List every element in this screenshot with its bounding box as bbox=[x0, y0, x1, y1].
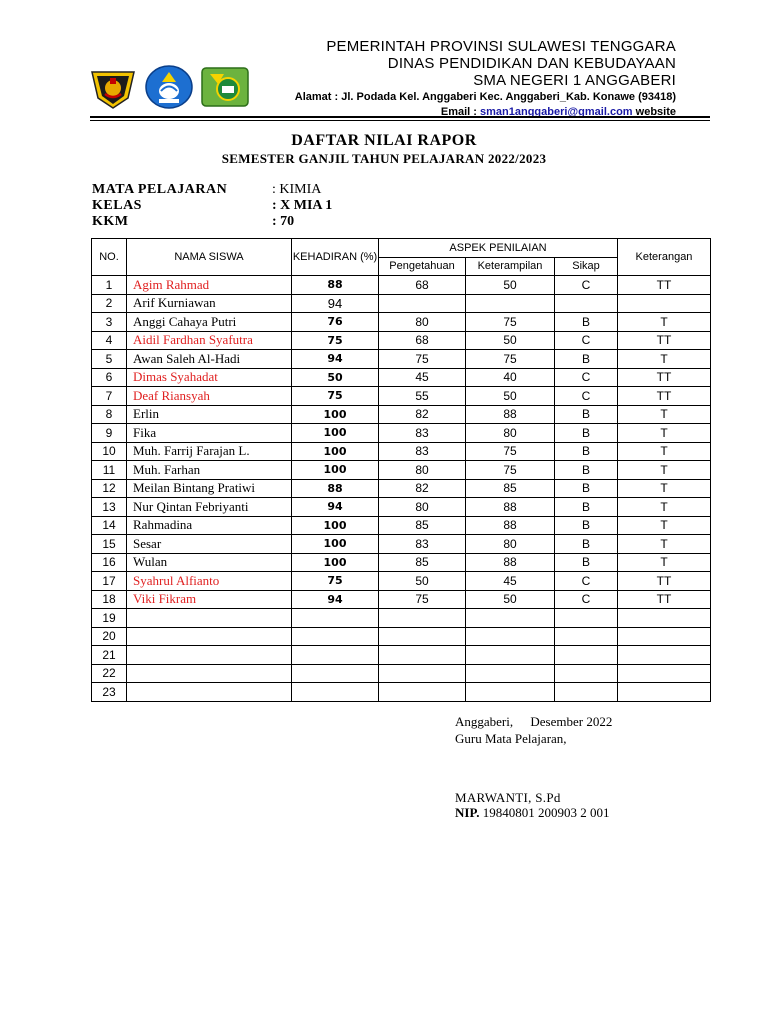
student-name: Fika bbox=[127, 424, 292, 443]
attendance-value: 76 bbox=[292, 313, 379, 332]
attitude-grade bbox=[555, 683, 618, 702]
attitude-grade: B bbox=[555, 350, 618, 369]
skills-score: 50 bbox=[466, 331, 555, 350]
provincial-emblem-icon bbox=[88, 64, 138, 110]
skills-score: 88 bbox=[466, 405, 555, 424]
remark-value: T bbox=[618, 553, 711, 572]
skills-score: 75 bbox=[466, 350, 555, 369]
attendance-value: 100 bbox=[292, 535, 379, 554]
letterhead-divider-thin bbox=[90, 120, 710, 121]
skills-score bbox=[466, 646, 555, 665]
remark-value: TT bbox=[618, 331, 711, 350]
skills-score: 40 bbox=[466, 368, 555, 387]
remark-value: TT bbox=[618, 590, 711, 609]
table-row bbox=[92, 498, 711, 517]
school-emblem-icon bbox=[200, 64, 250, 110]
knowledge-score bbox=[379, 683, 466, 702]
remark-value: T bbox=[618, 405, 711, 424]
table-row bbox=[92, 331, 711, 350]
tut-wuri-handayani-icon bbox=[144, 64, 194, 110]
student-name: Erlin bbox=[127, 405, 292, 424]
table-row bbox=[92, 350, 711, 369]
table-row bbox=[92, 294, 711, 313]
table-row bbox=[92, 572, 711, 591]
remark-value: T bbox=[618, 516, 711, 535]
subject-value: : KIMIA bbox=[272, 182, 322, 197]
attendance-value: 100 bbox=[292, 405, 379, 424]
attendance-value: 50 bbox=[292, 368, 379, 387]
knowledge-score: 75 bbox=[379, 350, 466, 369]
table-row bbox=[92, 368, 711, 387]
attendance-value bbox=[292, 683, 379, 702]
attitude-grade: C bbox=[555, 572, 618, 591]
letterhead-divider-thick bbox=[90, 116, 710, 118]
header-knowledge: Pengetahuan bbox=[379, 257, 466, 276]
skills-score: 75 bbox=[466, 442, 555, 461]
student-name: Anggi Cahaya Putri bbox=[127, 313, 292, 332]
student-name bbox=[127, 609, 292, 628]
table-row bbox=[92, 516, 711, 535]
nip-label: NIP. bbox=[455, 805, 480, 820]
school-address: Alamat : Jl. Podada Kel. Anggaberi Kec. Anggaberi_Kab. Konawe (93418) bbox=[294, 91, 676, 103]
letterhead bbox=[0, 0, 768, 120]
attitude-grade: B bbox=[555, 461, 618, 480]
header-attendance: KEHADIRAN (%) bbox=[292, 239, 379, 276]
teacher-nip bbox=[455, 805, 609, 821]
student-name: Deaf Riansyah bbox=[127, 387, 292, 406]
grades-table bbox=[91, 238, 711, 702]
attendance-value: 75 bbox=[292, 387, 379, 406]
knowledge-score: 82 bbox=[379, 479, 466, 498]
government-name: PEMERINTAH PROVINSI SULAWESI TENGGARA bbox=[326, 38, 676, 55]
remark-value: T bbox=[618, 424, 711, 443]
attendance-value: 75 bbox=[292, 331, 379, 350]
student-name: Dimas Syahadat bbox=[127, 368, 292, 387]
knowledge-score: 45 bbox=[379, 368, 466, 387]
student-name: Syahrul Alfianto bbox=[127, 572, 292, 591]
student-name bbox=[127, 683, 292, 702]
attitude-grade: B bbox=[555, 313, 618, 332]
attitude-grade: B bbox=[555, 516, 618, 535]
subject-row bbox=[92, 182, 332, 198]
remark-value bbox=[618, 294, 711, 313]
skills-score bbox=[466, 664, 555, 683]
skills-score bbox=[466, 609, 555, 628]
attitude-grade: B bbox=[555, 424, 618, 443]
knowledge-score: 50 bbox=[379, 572, 466, 591]
knowledge-score bbox=[379, 627, 466, 646]
attitude-grade bbox=[555, 294, 618, 313]
attitude-grade bbox=[555, 646, 618, 665]
email-label: Email : bbox=[440, 106, 477, 118]
knowledge-score: 83 bbox=[379, 424, 466, 443]
attendance-value bbox=[292, 664, 379, 683]
table-row bbox=[92, 590, 711, 609]
header-name: NAMA SISWA bbox=[127, 239, 292, 276]
attendance-value: 94 bbox=[292, 294, 379, 313]
attitude-grade: B bbox=[555, 553, 618, 572]
knowledge-score bbox=[379, 609, 466, 628]
row-number: 11 bbox=[92, 461, 127, 480]
attitude-grade: C bbox=[555, 590, 618, 609]
attitude-grade: C bbox=[555, 368, 618, 387]
attitude-grade bbox=[555, 664, 618, 683]
attitude-grade: C bbox=[555, 387, 618, 406]
table-row bbox=[92, 627, 711, 646]
row-number: 2 bbox=[92, 294, 127, 313]
row-number: 19 bbox=[92, 609, 127, 628]
student-name bbox=[127, 627, 292, 646]
document-subtitle: SEMESTER GANJIL TAHUN PELAJARAN 2022/2023 bbox=[221, 151, 547, 166]
remark-value bbox=[618, 664, 711, 683]
attitude-grade: B bbox=[555, 405, 618, 424]
department-name: DINAS PENDIDIKAN DAN KEBUDAYAAN bbox=[387, 55, 676, 72]
row-number: 23 bbox=[92, 683, 127, 702]
attendance-value bbox=[292, 627, 379, 646]
remark-value: TT bbox=[618, 368, 711, 387]
knowledge-score: 82 bbox=[379, 405, 466, 424]
table-row bbox=[92, 387, 711, 406]
student-name bbox=[127, 664, 292, 683]
table-row bbox=[92, 442, 711, 461]
logo-group bbox=[88, 64, 250, 110]
table-row bbox=[92, 313, 711, 332]
skills-score: 50 bbox=[466, 276, 555, 295]
skills-score bbox=[466, 627, 555, 646]
remark-value: T bbox=[618, 498, 711, 517]
student-name: Wulan bbox=[127, 553, 292, 572]
attitude-grade: B bbox=[555, 535, 618, 554]
skills-score: 88 bbox=[466, 498, 555, 517]
row-number: 8 bbox=[92, 405, 127, 424]
remark-value: TT bbox=[618, 572, 711, 591]
attendance-value: 100 bbox=[292, 461, 379, 480]
row-number: 6 bbox=[92, 368, 127, 387]
row-number: 15 bbox=[92, 535, 127, 554]
student-name: Arif Kurniawan bbox=[127, 294, 292, 313]
attitude-grade: B bbox=[555, 479, 618, 498]
knowledge-score: 80 bbox=[379, 461, 466, 480]
row-number: 16 bbox=[92, 553, 127, 572]
row-number: 5 bbox=[92, 350, 127, 369]
signature-role: Guru Mata Pelajaran, bbox=[455, 731, 567, 746]
student-name: Muh. Farhan bbox=[127, 461, 292, 480]
table-row bbox=[92, 553, 711, 572]
table-row bbox=[92, 461, 711, 480]
knowledge-score: 85 bbox=[379, 516, 466, 535]
table-row bbox=[92, 405, 711, 424]
attendance-value: 88 bbox=[292, 276, 379, 295]
teacher-name: MARWANTI, S.Pd bbox=[455, 790, 561, 805]
knowledge-score bbox=[379, 664, 466, 683]
header-no: NO. bbox=[92, 239, 127, 276]
knowledge-score: 75 bbox=[379, 590, 466, 609]
email-link[interactable]: sman1anggaberi@gmail.com bbox=[480, 106, 633, 118]
student-name: Nur Qintan Febriyanti bbox=[127, 498, 292, 517]
attendance-value: 94 bbox=[292, 350, 379, 369]
kkm-row bbox=[92, 214, 332, 230]
attendance-value: 100 bbox=[292, 516, 379, 535]
attendance-value bbox=[292, 609, 379, 628]
attendance-value bbox=[292, 646, 379, 665]
attendance-value: 100 bbox=[292, 553, 379, 572]
skills-score: 50 bbox=[466, 387, 555, 406]
subject-info bbox=[92, 182, 332, 230]
skills-score: 75 bbox=[466, 461, 555, 480]
skills-score: 50 bbox=[466, 590, 555, 609]
student-name: Viki Fikram bbox=[127, 590, 292, 609]
knowledge-score: 83 bbox=[379, 442, 466, 461]
row-number: 7 bbox=[92, 387, 127, 406]
skills-score bbox=[466, 683, 555, 702]
attitude-grade bbox=[555, 627, 618, 646]
student-name: Sesar bbox=[127, 535, 292, 554]
attendance-value: 94 bbox=[292, 498, 379, 517]
skills-score: 85 bbox=[466, 479, 555, 498]
student-name: Rahmadina bbox=[127, 516, 292, 535]
table-row bbox=[92, 683, 711, 702]
row-number: 13 bbox=[92, 498, 127, 517]
student-name bbox=[127, 646, 292, 665]
table-row bbox=[92, 479, 711, 498]
table-row bbox=[92, 535, 711, 554]
student-name: Aidil Fardhan Syafutra bbox=[127, 331, 292, 350]
remark-value: T bbox=[618, 535, 711, 554]
knowledge-score: 68 bbox=[379, 331, 466, 350]
header-skills: Keterampilan bbox=[466, 257, 555, 276]
remark-value: TT bbox=[618, 387, 711, 406]
row-number: 1 bbox=[92, 276, 127, 295]
signature-date: Desember 2022 bbox=[530, 714, 613, 729]
knowledge-score bbox=[379, 646, 466, 665]
table-row bbox=[92, 609, 711, 628]
row-number: 18 bbox=[92, 590, 127, 609]
attendance-value: 100 bbox=[292, 424, 379, 443]
knowledge-score: 68 bbox=[379, 276, 466, 295]
table-row bbox=[92, 646, 711, 665]
remark-value: T bbox=[618, 442, 711, 461]
row-number: 12 bbox=[92, 479, 127, 498]
attitude-grade: C bbox=[555, 331, 618, 350]
student-name: Muh. Farrij Farajan L. bbox=[127, 442, 292, 461]
knowledge-score: 83 bbox=[379, 535, 466, 554]
row-number: 9 bbox=[92, 424, 127, 443]
kkm-value: : 70 bbox=[272, 214, 295, 229]
signature-place-date bbox=[455, 714, 612, 730]
student-name: Awan Saleh Al-Hadi bbox=[127, 350, 292, 369]
remark-value bbox=[618, 683, 711, 702]
table-row bbox=[92, 276, 711, 295]
attendance-value: 94 bbox=[292, 590, 379, 609]
remark-value bbox=[618, 646, 711, 665]
remark-value bbox=[618, 609, 711, 628]
row-number: 21 bbox=[92, 646, 127, 665]
row-number: 10 bbox=[92, 442, 127, 461]
subject-label: MATA PELAJARAN bbox=[92, 182, 228, 197]
table-row bbox=[92, 664, 711, 683]
website-label: website bbox=[635, 106, 676, 118]
school-name: SMA NEGERI 1 ANGGABERI bbox=[473, 72, 676, 89]
table-row bbox=[92, 424, 711, 443]
attendance-value: 100 bbox=[292, 442, 379, 461]
skills-score: 80 bbox=[466, 535, 555, 554]
skills-score: 45 bbox=[466, 572, 555, 591]
kkm-label: KKM bbox=[92, 214, 129, 229]
attitude-grade: B bbox=[555, 498, 618, 517]
row-number: 20 bbox=[92, 627, 127, 646]
skills-score: 75 bbox=[466, 313, 555, 332]
document-title: DAFTAR NILAI RAPOR bbox=[291, 132, 477, 149]
skills-score: 80 bbox=[466, 424, 555, 443]
attendance-value: 75 bbox=[292, 572, 379, 591]
knowledge-score bbox=[379, 294, 466, 313]
student-name: Agim Rahmad bbox=[127, 276, 292, 295]
remark-value bbox=[618, 627, 711, 646]
skills-score bbox=[466, 294, 555, 313]
remark-value: T bbox=[618, 313, 711, 332]
attitude-grade: B bbox=[555, 442, 618, 461]
row-number: 3 bbox=[92, 313, 127, 332]
class-label: KELAS bbox=[92, 198, 142, 213]
row-number: 4 bbox=[92, 331, 127, 350]
knowledge-score: 55 bbox=[379, 387, 466, 406]
skills-score: 88 bbox=[466, 516, 555, 535]
remark-value: T bbox=[618, 461, 711, 480]
nip-value: 19840801 200903 2 001 bbox=[482, 805, 610, 820]
class-value: : X MIA 1 bbox=[272, 198, 333, 213]
student-name: Meilan Bintang Pratiwi bbox=[127, 479, 292, 498]
knowledge-score: 80 bbox=[379, 313, 466, 332]
attitude-grade: C bbox=[555, 276, 618, 295]
remark-value: T bbox=[618, 350, 711, 369]
attendance-value: 88 bbox=[292, 479, 379, 498]
remark-value: T bbox=[618, 479, 711, 498]
knowledge-score: 85 bbox=[379, 553, 466, 572]
attitude-grade bbox=[555, 609, 618, 628]
remark-value: TT bbox=[618, 276, 711, 295]
grades-table-body bbox=[92, 276, 711, 702]
header-remark: Keterangan bbox=[618, 239, 711, 276]
signature-place: Anggaberi, bbox=[455, 714, 514, 729]
skills-score: 88 bbox=[466, 553, 555, 572]
knowledge-score: 80 bbox=[379, 498, 466, 517]
row-number: 17 bbox=[92, 572, 127, 591]
row-number: 22 bbox=[92, 664, 127, 683]
letterhead-text bbox=[295, 38, 676, 119]
header-aspects: ASPEK PENILAIAN bbox=[379, 239, 618, 258]
header-attitude: Sikap bbox=[555, 257, 618, 276]
class-row bbox=[92, 198, 332, 214]
row-number: 14 bbox=[92, 516, 127, 535]
